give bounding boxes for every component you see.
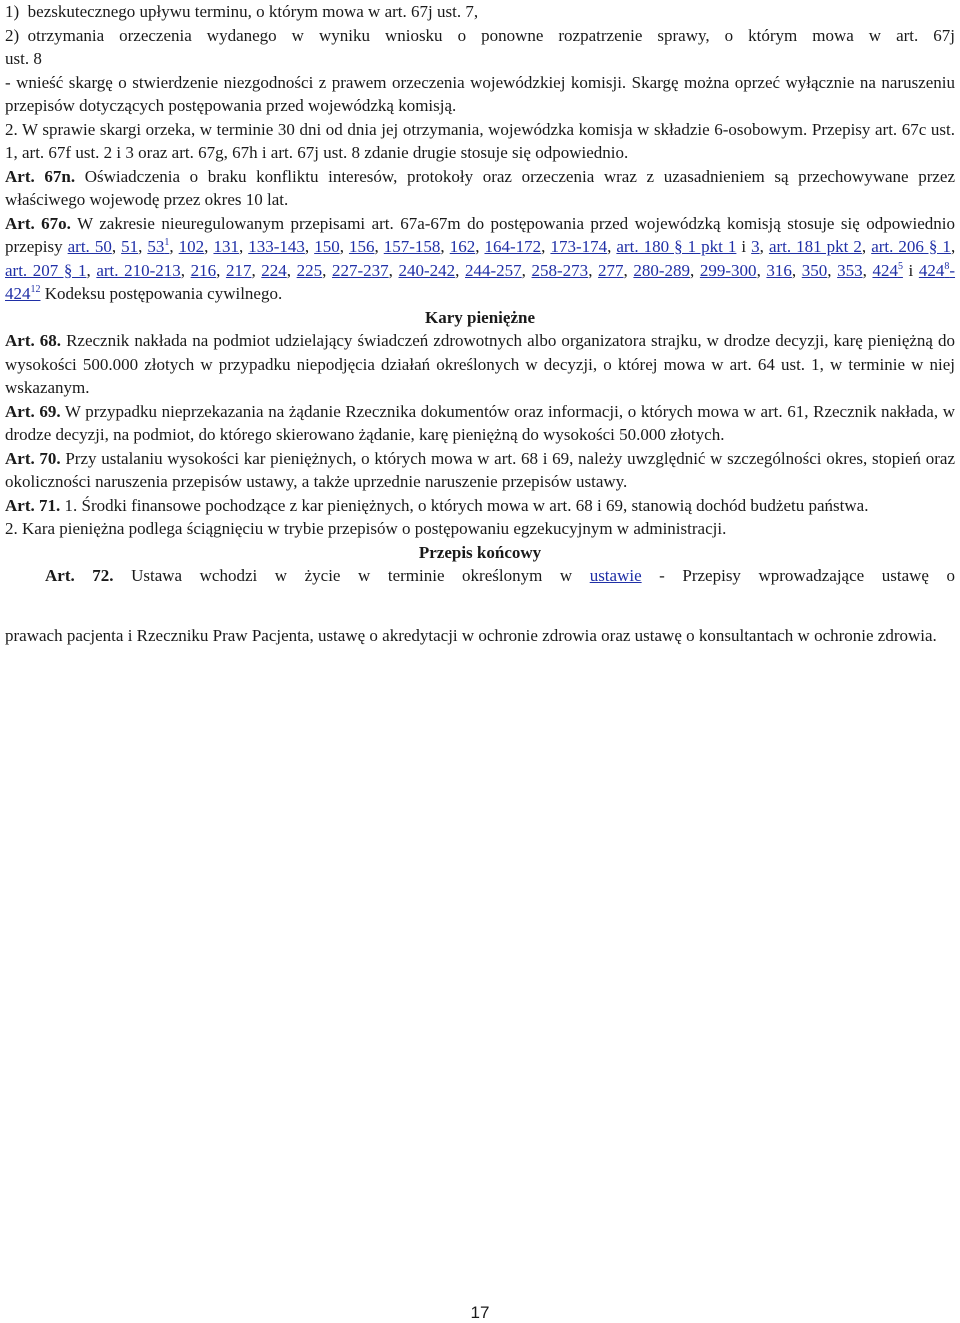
article-68 [5, 329, 955, 400]
superscript: 5 [897, 260, 903, 272]
document-page [5, 0, 955, 647]
article-label: Art. 70. [5, 448, 61, 468]
link-217[interactable]: 217 [225, 260, 252, 280]
link-text: 424 [872, 260, 898, 280]
article-72-continuation: prawach pacjenta i Rzeczniku Praw Pacjenta, ustawę o akredytacji w ochronie zdrowia oraz ustawę o konsultantach w ochronie zdrowia. [5, 625, 937, 645]
link-173-174[interactable]: 173-174 [550, 237, 608, 256]
article-72 [5, 564, 955, 588]
link-424-5[interactable] [872, 261, 903, 280]
link-3[interactable]: 3 [751, 237, 760, 256]
superscript: 8 [944, 260, 950, 272]
link-277[interactable]: 277 [598, 260, 624, 280]
link-350[interactable]: 350 [801, 260, 828, 280]
article-text: - Przepisy wprowadzające ustawę o [641, 566, 956, 585]
list-item-2: 2) otrzymania orzeczenia wydanego w wyniku wniosku o ponowne rozpatrzenie sprawy, o którym mowa w art. 67j [5, 25, 955, 45]
link-ustawie[interactable]: ustawie [589, 566, 642, 585]
link-299-300[interactable]: 299-300 [699, 260, 757, 280]
link-244-257[interactable]: 244-257 [465, 260, 522, 280]
link-art-207[interactable]: art. 207 § 1 [5, 260, 87, 280]
section-heading-kary: Kary pieniężne [424, 307, 535, 327]
link-162[interactable]: 162 [449, 237, 476, 256]
link-art-50[interactable]: art. 50 [67, 237, 112, 256]
link-353[interactable]: 353 [837, 260, 863, 280]
link-316[interactable]: 316 [766, 260, 792, 280]
link-53-1[interactable] [147, 237, 169, 256]
article-text: Rzecznik nakłada na podmiot udzielający świadczeń zdrowotnych albo organizatora strajku, w drodze decyzji, karę pieniężną do wysokości 500.000 złotych w przypadku niepodjęcia działań określonych w decyzji, o której mowa w art. 64 ust. 1, w terminie w niej wskazanym. [5, 331, 956, 397]
article-text: 1. Środki finansowe pochodzące z kar pieniężnych, o których mowa w art. 68 i 69, stanowią dochód budżetu państwa. [60, 495, 869, 515]
link-text: 424 [918, 260, 945, 280]
article-69 [5, 400, 955, 447]
article-label: Art. 72. [45, 566, 114, 585]
paragraph-skarga: - wnieść skargę o stwierdzenie niezgodności z prawem orzeczenia wojewódzkiej komisji. Skargę można oprzeć wyłącznie na naruszeniu przepisów dotyczących postępowania przed wojewódzką komisją. [5, 72, 955, 115]
article-text: Oświadczenia o braku konfliktu interesów, protokoły oraz orzeczenia wraz z uzasadnieniem są przechowywane przez właściwego wojewodę przez okres 10 lat. [5, 166, 955, 209]
list-item-1: 1) bezskutecznego upływu terminu, o którym mowa w art. 67j ust. 7, [5, 2, 479, 21]
article-label: Art. 69. [5, 401, 61, 421]
article-text: W przypadku nieprzekazania na żądanie Rzecznika dokumentów oraz informacji, o których mowa w art. 61, Rzecznik nakłada, w drodze decyzji, na podmiot, do którego skierowano żądanie, karę pieniężną do wysokości 50.000 złotych. [5, 401, 955, 444]
link-224[interactable]: 224 [261, 260, 287, 280]
link-133-143[interactable]: 133-143 [248, 237, 305, 256]
link-art-180[interactable]: art. 180 § 1 pkt 1 [616, 237, 737, 256]
link-156[interactable]: 156 [348, 237, 375, 256]
link-51[interactable]: 51 [121, 237, 139, 256]
link-text: -424 [5, 260, 956, 303]
link-150[interactable]: 150 [314, 237, 340, 256]
article-label: Art. 67n. [5, 166, 76, 186]
article-text: Przy ustalaniu wysokości kar pieniężnych, o których mowa w art. 68 i 69, należy uwzględnić w szczególności okres, stopień oraz okoliczności naruszenia przepisów ustawy, a także uprzednie naruszenie przepisów ustawy. [5, 448, 955, 491]
superscript: 12 [30, 284, 41, 295]
article-67n [5, 165, 955, 212]
link-157-158[interactable]: 157-158 [383, 237, 441, 256]
link-art-181[interactable]: art. 181 pkt 2 [768, 237, 862, 256]
article-label: Art. 67o. [5, 213, 71, 233]
link-art-210-213[interactable]: art. 210-213 [96, 260, 181, 280]
article-text: Ustawa wchodzi w życie w terminie określonym w [113, 566, 590, 585]
article-71-paragraph-2: 2. Kara pieniężna podlega ściągnięciu w trybie przepisów o postępowaniu egzekucyjnym w administracji. [5, 519, 727, 538]
article-67o: Art. 67o. W zakresie nieuregulowanym przepisami art. 67a-67m do postępowania przed wojewódzką komisją stosuje się odpowiednio przepisy art. 50, 51, 53$^1$, 102, 131, 133-143, 150, 156, 157-158, 162, 164-172, 173-174, art. 180 § 1 pkt 1 i 3, art. 181 pkt 2, art. 206 § 1, art. 207 § 1, art. 210-213, 216, 217, 224, 225, 227-237, 240-242, 244-257, 258-273, 277, 280-289, 299-300, 316, 350, 353, 424$^5$ i 424$^8$-424$^{12}$ Kodeksu postępowania cywilnego. [5, 213, 956, 303]
article-label: Art. 71. [5, 495, 61, 515]
article-label: Art. 68. [5, 331, 62, 350]
list-item-2-continuation: ust. 8 [5, 49, 42, 68]
article-text: W zakresie nieuregulowanym przepisami art. 67a-67m do postępowania przed wojewódzką komisją stosuje się odpowiednio przepisy [5, 213, 956, 256]
link-art-206[interactable]: art. 206 § 1 [871, 237, 951, 256]
link-227-237[interactable]: 227-237 [331, 260, 389, 280]
link-225[interactable]: 225 [296, 260, 323, 280]
separator-text: i [902, 260, 919, 280]
superscript: 1 [164, 237, 170, 248]
article-text-end: Kodeksu postępowania cywilnego. [40, 284, 283, 303]
page-number: 17 [470, 1303, 490, 1322]
article-71 [5, 494, 955, 518]
section-heading-koncowy: Przepis końcowy [418, 542, 542, 562]
link-240-242[interactable]: 240-242 [398, 260, 456, 280]
link-258-273[interactable]: 258-273 [531, 260, 589, 280]
link-164-172[interactable]: 164-172 [484, 237, 542, 256]
article-70 [5, 447, 955, 494]
link-131[interactable]: 131 [213, 237, 239, 256]
link-280-289[interactable]: 280-289 [633, 260, 691, 280]
link-text: 53 [147, 237, 165, 256]
link-216[interactable]: 216 [190, 260, 217, 280]
paragraph-2: 2. W sprawie skargi orzeka, w terminie 30 dni od dnia jej otrzymania, wojewódzka komisja w składzie 6-osobowym. Przepisy art. 67c ust. 1, art. 67f ust. 2 i 3 oraz art. 67g, 67h i art. 67j ust. 8 zdanie drugie stosuje się odpowiednio. [5, 119, 955, 162]
page-break-gap [5, 588, 955, 624]
link-102[interactable]: 102 [178, 237, 205, 256]
